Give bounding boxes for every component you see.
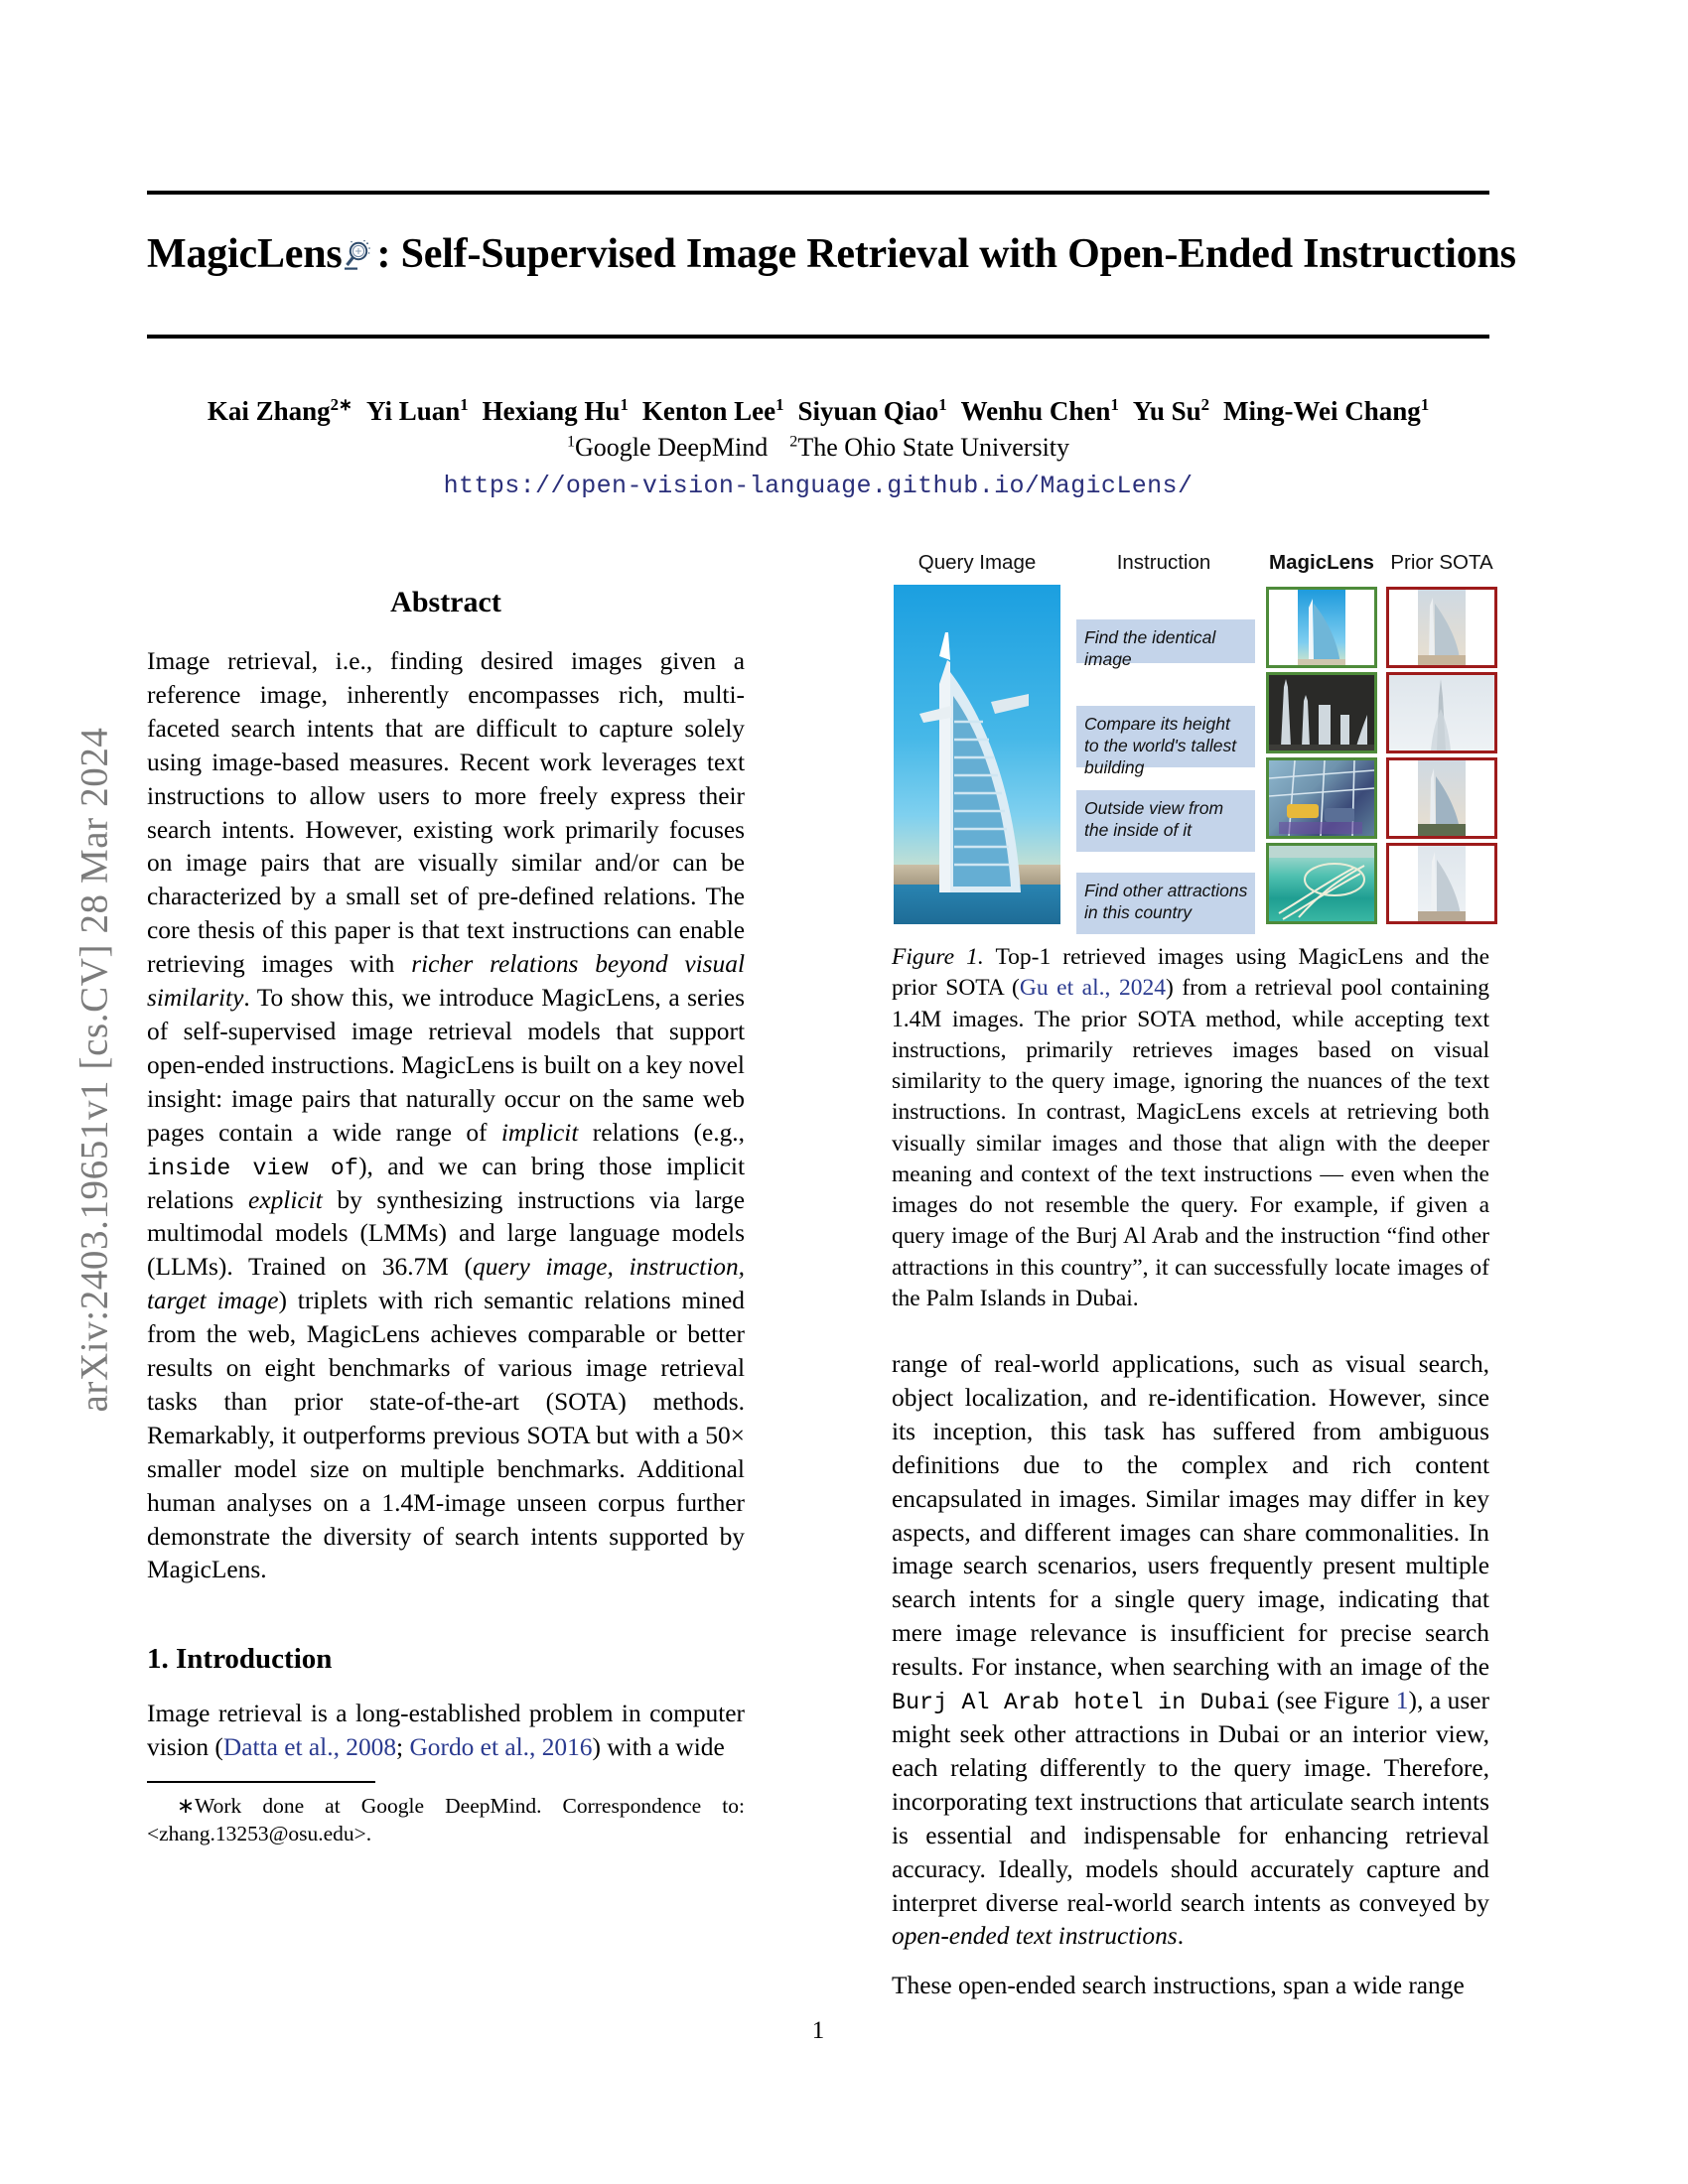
- paper-page: [147, 0, 1541, 2184]
- author-entry: Ming-Wei Chang$^1$: [1223, 395, 1430, 426]
- page-number: 1: [811, 2017, 825, 2044]
- page-title-post: : Self-Supervised Image Retrieval with Open-Ended Instructions: [376, 231, 1516, 277]
- author-entry: Yu Su$^2$: [1132, 395, 1210, 426]
- author-list: [147, 395, 1489, 427]
- thumb-image: [1298, 590, 1345, 665]
- figure-header-instruction: Instruction: [1116, 551, 1211, 574]
- author-entry: Kai Zhang$^{2∗}$: [207, 395, 352, 426]
- thumb-image: [1389, 675, 1494, 751]
- left-column: [147, 586, 745, 1848]
- right-paragraph-1: range of real-world applications, such as visual search, object localization, and re-identification. However, since its inception, this task has suffered from ambiguous definitions due to the complex and rich content encapsulated in images. Similar images may differ in key aspects, and different images can share commonalities. In image search scenarios, users frequently present multiple search intents for a single query image, indicating that mere image relevance is insufficient for precise search results. For instance, when searching with an image of the Burj Al Arab hotel in Dubai (see Figure 1), a user might seek other attractions in Dubai or an interior view, each relating differently to the query image. Therefore, incorporating text instructions that articulate search intents is essential and indispensable for enhancing retrieval accuracy. Ideally, models should accurately capture and interpret diverse real-world search intents as conveyed by open-ended text instructions.: [892, 1350, 1489, 1951]
- figure-header-magiclens: MagicLens: [1269, 551, 1374, 574]
- title-rule-top: [147, 191, 1489, 195]
- page-title: [147, 230, 1516, 278]
- magiclens-result-thumb: [1266, 757, 1377, 839]
- section-heading-introduction: 1. Introduction: [147, 1643, 333, 1676]
- right-column: [892, 551, 1493, 2003]
- thumb-image: [1418, 846, 1466, 921]
- footnote-text: ∗Work done at Google DeepMind. Correspondence to: <zhang.13253@osu.edu>.: [147, 1794, 745, 1846]
- affiliation-list: [147, 433, 1489, 463]
- magiclens-result-thumb: [1266, 587, 1377, 668]
- author-entry: Kenton Lee$^1$: [641, 395, 784, 426]
- abstract-paragraph: Image retrieval, i.e., finding desired images given a reference image, inherently encompasses rich, multi-faceted search intents that are difficult to capture solely using image-based measures. Recent work leverages text instructions to allow users to more freely express their search intents. However, existing work primarily focuses on image pairs that are visually similar and/or can be characterized by a small set of pre-defined relations. The core thesis of this paper is that text instructions can enable retrieving images with richer relations beyond visual similarity. To show this, we introduce MagicLens, a series of self-supervised image retrieval models that support open-ended instructions. MagicLens is built on a key novel insight: image pairs that naturally occur on the same web pages contain a wide range of implicit relations (e.g., inside view of), and we can bring those implicit relations explicit by synthesizing instructions via large multimodal models (LMMs) and large language models (LLMs). Trained on 36.7M (query image, instruction, target image) triplets with rich semantic relations mined from the web, MagicLens achieves comparable or better results on eight benchmarks of various image retrieval tasks than prior state-of-the-art (SOTA) methods. Remarkably, it outperforms previous SOTA but with a 50× smaller model size on multiple benchmarks. Additional human analyses on a 1.4M-image unseen corpus further demonstrate the diversity of search intents supported by MagicLens.: [147, 647, 746, 1584]
- page-title-pre: MagicLens: [147, 231, 343, 277]
- title-rule-bottom: [147, 335, 1489, 339]
- inline-code: inside view of: [147, 1155, 359, 1181]
- thumb-image: [1269, 760, 1374, 836]
- magiclens-result-thumb: [1266, 672, 1377, 753]
- prior-sota-result-thumb: [1386, 587, 1497, 668]
- figure-1: [892, 551, 1493, 1314]
- prior-sota-result-thumb: [1386, 672, 1497, 753]
- instruction-cell: Compare its height to the world's tallest building: [1076, 706, 1255, 767]
- instruction-cell: Outside view from the inside of it: [1076, 790, 1255, 852]
- instruction-cell: Find other attractions in this country: [1076, 873, 1255, 934]
- abstract-heading: Abstract: [390, 586, 501, 618]
- figure-header-query: Query Image: [917, 551, 1037, 574]
- author-entry: Yi Luan$^1$: [366, 395, 469, 426]
- citation-link[interactable]: Datta et al., 2008: [222, 1733, 397, 1762]
- instruction-cell: Find the identical image: [1076, 619, 1255, 663]
- figure-header-prior-sota: Prior SOTA: [1390, 551, 1493, 574]
- figure-caption: Figure 1. Top-1 retrieved images using MagicLens and the prior SOTA (Gu et al., 2024) from a retrieval pool containing 1.4M images. The prior SOTA method, while accepting text instructions, primarily retrieves images based on visual similarity to the query image, ignoring the nuances of the text instructions. In contrast, MagicLens excels at retrieving both visually similar images and those that align with the deeper meaning and context of the text instructions — even when the images do not resemble the query. For example, if given a query image of the Burj Al Arab and the instruction “find other attractions in this country”, it can successfully locate images of the Palm Islands in Dubai.: [892, 944, 1489, 1311]
- author-entry: Hexiang Hu$^1$: [482, 395, 629, 426]
- author-entry: Siyuan Qiao$^1$: [797, 395, 947, 426]
- figure-reference-link[interactable]: 1: [1395, 1687, 1409, 1715]
- project-url-link[interactable]: https://open-vision-language.github.io/MagicLens/: [443, 472, 1194, 500]
- inline-code: Burj Al Arab hotel in Dubai: [892, 1690, 1270, 1716]
- prior-sota-result-thumb: [1386, 757, 1497, 839]
- magnifying-glass-icon: [343, 235, 376, 269]
- query-image-burj-al-arab: [894, 585, 1060, 924]
- thumb-image: [1269, 675, 1374, 751]
- footnote-separator: [147, 1781, 375, 1783]
- intro-paragraph: Image retrieval is a long-established problem in computer vision (Datta et al., 2008; Gordo et al., 2016) with a wide: [147, 1700, 745, 1762]
- thumb-image: [1269, 846, 1374, 921]
- thumb-image: [1418, 760, 1466, 836]
- author-entry: Wenhu Chen$^1$: [960, 395, 1119, 426]
- affiliation-entry: $^2$The Ohio State University: [789, 433, 1070, 462]
- thumb-image: [1418, 590, 1466, 665]
- prior-sota-result-thumb: [1386, 843, 1497, 924]
- burj-al-arab-silhouette: [917, 626, 1035, 892]
- right-paragraph-2: These open-ended search instructions, span a wide range: [892, 1972, 1465, 2000]
- figure-grid: [892, 585, 1489, 924]
- figure-caption-label: Figure 1.: [892, 944, 984, 970]
- arxiv-stamp: arXiv:2403.19651v1 [cs.CV] 28 Mar 2024: [72, 727, 116, 1413]
- magiclens-result-thumb: [1266, 843, 1377, 924]
- citation-link[interactable]: Gordo et al., 2016: [409, 1733, 593, 1762]
- affiliation-entry: $^1$Google DeepMind: [566, 433, 769, 462]
- figure-column-headers: [892, 551, 1493, 581]
- citation-link[interactable]: Gu et al., 2024: [1019, 975, 1166, 1002]
